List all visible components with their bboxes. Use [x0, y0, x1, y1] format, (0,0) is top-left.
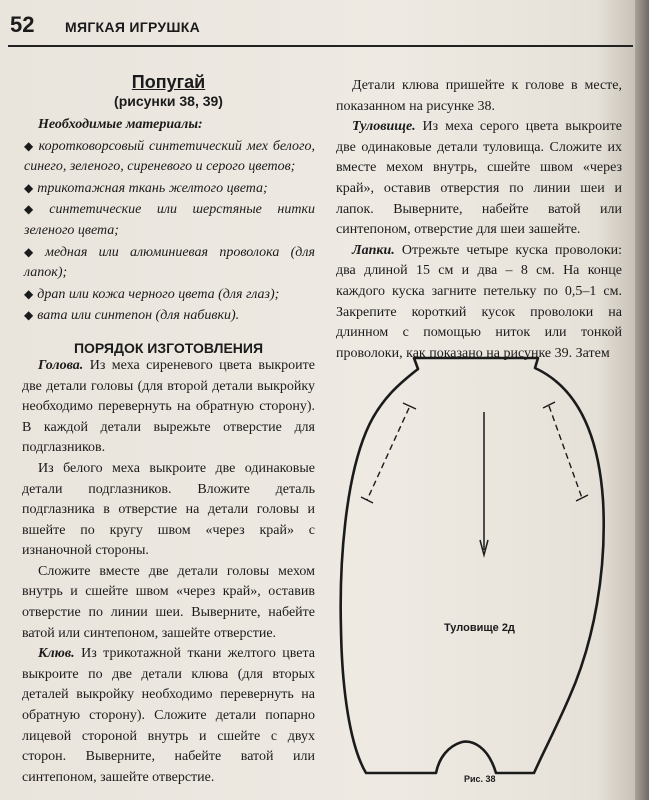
bullet-diamond-icon: ◆: [24, 180, 34, 195]
pattern-piece-label: Туловище 2д: [444, 622, 515, 634]
list-item: ◆ медная или алюминиевая проволока (для лапок);: [24, 244, 315, 281]
seam-mark: [403, 403, 416, 409]
page-header: [8, 10, 633, 44]
pattern-figure: [336, 350, 626, 790]
head-paragraph-2: Из белого меха выкроите две одинаковые детали подглазников. Вложите деталь подглазника в отверстие на детали головы и вшейте по кругу швом «через край» с изнаночной стороны.: [22, 460, 315, 559]
list-item: ◆ коротковорсовый синтетический мех белого, синего, зеленого, сиреневого и серого цветов;: [24, 138, 315, 175]
legs-label: Лапки.: [352, 242, 395, 258]
beak-label: Клюв.: [38, 646, 75, 662]
procedure-heading: ПОРЯДОК ИЗГОТОВЛЕНИЯ: [73, 339, 264, 356]
list-item: ◆ синтетические или шерстяные нитки зеленого цвета;: [24, 202, 316, 238]
book-spine-shadow: [635, 0, 649, 800]
body-label: Туловище.: [352, 119, 416, 135]
article-title: Попугай: [131, 72, 206, 92]
seam-line-right: [549, 406, 582, 498]
body-pattern-diagram: [336, 350, 626, 790]
body-paragraph: Туловище. Из меха серого цвета выкроите две одинаковые детали туловища. Сложите их вместе мехом внутрь, сшейте швом «через край», оставив отверстия по линии шеи и лапок. Выверните, набейте ватой или синтепоном, отверстие для шеи зашейте.: [336, 119, 623, 238]
bullet-diamond-icon: ◆: [24, 138, 35, 153]
materials-list: [22, 136, 315, 327]
page-number: 52: [10, 12, 35, 37]
bullet-diamond-icon: ◆: [24, 202, 46, 217]
header-rule: [8, 45, 633, 47]
list-item: ◆ драп или кожа черного цвета (для глаз);: [24, 286, 280, 302]
list-item: ◆ трикотажная ткань желтого цвета;: [24, 180, 268, 196]
pattern-outline: [341, 358, 604, 773]
right-column: [336, 76, 622, 364]
article-subtitle: (рисунки 38, 39): [114, 93, 223, 109]
seam-mark: [361, 497, 373, 503]
figure-caption: Рис. 38: [464, 774, 496, 784]
seam-line-left: [367, 408, 409, 500]
head-label: Голова.: [38, 357, 84, 373]
list-item: ◆ вата или синтепон (для набивки).: [24, 308, 240, 324]
legs-paragraph: Лапки. Отрежьте четыре куска проволоки: два длиной 15 см и два – 8 см. На конце каждого куска загните петельку по 0,5–1 см. Закрепите короткий кусок проволоки на длинном с помощью ниток или тонкой проволоки, как показано на рисунке 39. Затем: [336, 242, 623, 361]
section-title: МЯГКАЯ ИГРУШКА: [65, 19, 201, 35]
bullet-diamond-icon: ◆: [24, 286, 34, 301]
head-paragraph-3: Сложите вместе две детали головы мехом внутрь и сшейте швом «через край», оставив отверстие по линии шеи. Выверните, набейте ватой или синтепоном, зашейте отверстие.: [22, 563, 315, 641]
seam-mark: [576, 495, 588, 501]
beak-paragraph-2: Детали клюва пришейте к голове в месте, показанном на рисунке 38.: [336, 78, 622, 114]
head-paragraph-1: Голова. Из меха сиреневого цвета выкроите две детали головы (для второй детали выкройку необходимо перевернуть на обратную сторону). В каждой детали вырежьте отверстие для подглазников.: [22, 357, 316, 456]
bullet-diamond-icon: ◆: [24, 308, 34, 323]
materials-heading: Необходимые материалы:: [38, 117, 203, 132]
bullet-diamond-icon: ◆: [24, 244, 42, 259]
left-column: [22, 70, 315, 788]
beak-paragraph-1: Клюв. Из трикотажной ткани желтого цвета выкроите по две детали клюва (для вторых деталей выкройку необходимо перевернуть на обратную сторону). Сложите детали попарно лицевой стороной внутрь и сшейте с двух сторон. Выверните, набейте ватой или синтепоном, зашейте отверстие.: [22, 646, 315, 785]
